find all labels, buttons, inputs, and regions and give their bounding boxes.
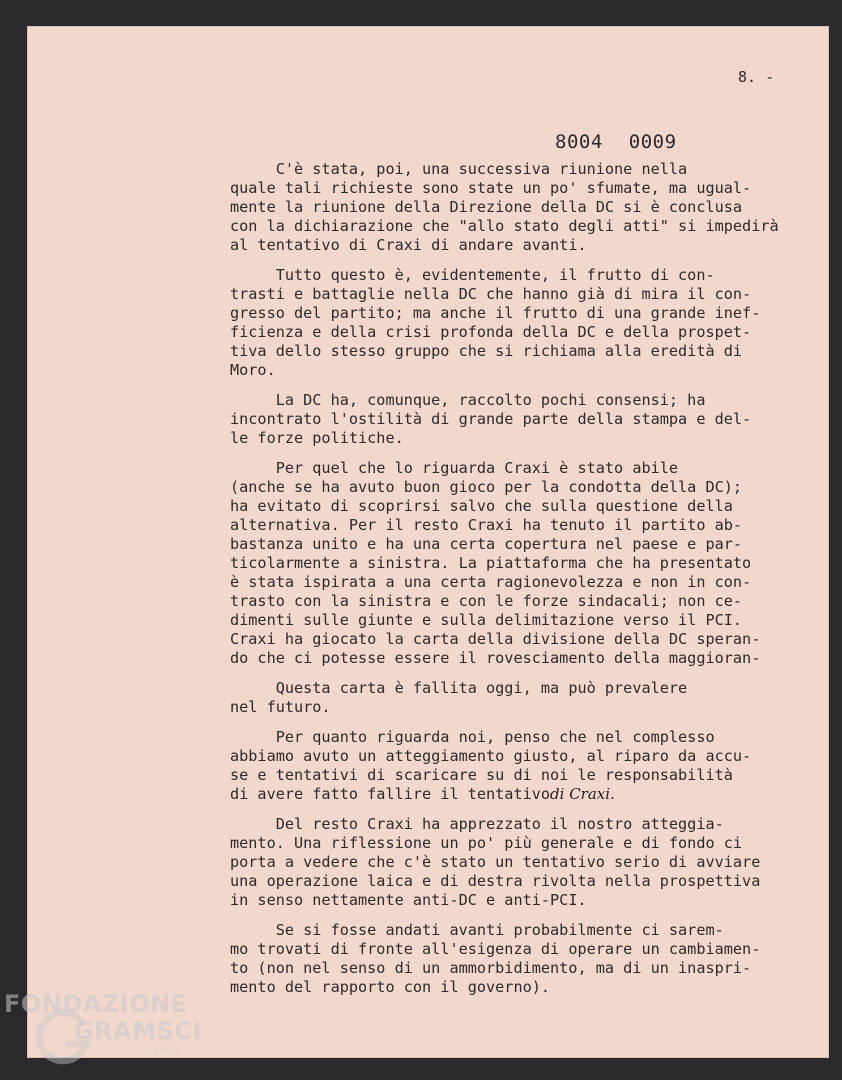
paragraph-4 — [230, 459, 820, 668]
text-line: di avere fatto fallire il tentativo — [230, 785, 551, 803]
text-line: Del resto Craxi ha apprezzato il nostro atteggia- — [230, 815, 724, 833]
document-body — [230, 160, 820, 1008]
text-line: quale tali richieste sono state un po' sfumate, ma ugual- — [230, 179, 752, 197]
text-line: con la dichiarazione che "allo stato degli atti" si impedirà — [230, 217, 779, 235]
text-line: ha evitato di scoprirsi salvo che sulla questione della — [230, 497, 733, 515]
text-line: (anche se ha avuto buon gioco per la condotta della DC); — [230, 478, 743, 496]
paragraph-2 — [230, 266, 820, 380]
text-line: to (non nel senso di un ammorbidimento, ma di un inaspri- — [230, 959, 752, 977]
text-line: se e tentativi di scaricare su di noi le responsabilità — [230, 766, 733, 784]
text-line: Craxi ha giocato la carta della divisione della DC speran- — [230, 630, 761, 648]
paragraph-7 — [230, 815, 820, 910]
archive-stamp — [555, 131, 703, 153]
text-line: alternativa. Per il resto Craxi ha tenuto il partito ab- — [230, 516, 743, 534]
text-line: Questa carta è fallita oggi, ma può prevalere — [230, 679, 688, 697]
text-line: una operazione laica e di destra rivolta nella prospettiva — [230, 872, 761, 890]
text-line: mento. Una riflessione un po' più generale e di fondo ci — [230, 834, 743, 852]
watermark-suffix: onlus — [154, 1046, 181, 1057]
text-line: trasto con la sinistra e con le forze sindacali; non ce- — [230, 592, 743, 610]
text-line: La DC ha, comunque, raccolto pochi consensi; ha — [230, 391, 706, 409]
watermark-line-1: FONDAZIONE — [4, 990, 188, 1018]
archive-code-part-2: 0009 — [628, 131, 677, 153]
text-line: in senso nettamente anti-DC e anti-PCI. — [230, 891, 587, 909]
text-line: le forze politiche. — [230, 429, 404, 447]
text-line-with-handwriting — [230, 785, 820, 804]
archive-code-part-1: 8004 — [555, 131, 603, 153]
text-line: dimenti sulle giunte e sulla delimitazione verso il PCI. — [230, 611, 743, 629]
handwritten-insert: di Craxi. — [550, 785, 615, 803]
text-line: tiva dello stesso gruppo che si richiama alla eredità di — [230, 342, 743, 360]
fondazione-gramsci-watermark — [4, 990, 214, 1070]
paragraph-5 — [230, 679, 820, 717]
text-line: è stata ispirata a una certa ragionevolezza e non in con- — [230, 573, 752, 591]
paragraph-1 — [230, 160, 820, 255]
text-line: al tentativo di Craxi di andare avanti. — [230, 236, 587, 254]
text-line: incontrato l'ostilità di grande parte della stampa e del- — [230, 410, 752, 428]
text-line: ficienza e della crisi profonda della DC e della prospet- — [230, 323, 752, 341]
watermark-line-2: GRAMSCI — [74, 1017, 202, 1045]
text-line: mento del rapporto con il governo). — [230, 978, 551, 996]
text-line: porta a vedere che c'è stato un tentativo serio di avviare — [230, 853, 761, 871]
text-line: gresso del partito; ma anche il frutto di una grande inef- — [230, 304, 761, 322]
text-line: Per quel che lo riguarda Craxi è stato abile — [230, 459, 679, 477]
text-line: Tutto questo è, evidentemente, il frutto di con- — [230, 266, 715, 284]
text-line: abbiamo avuto un atteggiamento giusto, al riparo da accu- — [230, 747, 752, 765]
text-line: Se si fosse andati avanti probabilmente ci sarem- — [230, 921, 724, 939]
text-line: C'è stata, poi, una successiva riunione nella — [230, 160, 688, 178]
text-line: Per quanto riguarda noi, penso che nel complesso — [230, 728, 715, 746]
paragraph-6 — [230, 728, 820, 804]
text-line: mo trovati di fronte all'esigenza di operare un cambiamen- — [230, 940, 761, 958]
text-line: nel futuro. — [230, 698, 331, 716]
page-number: 8. - — [738, 68, 775, 86]
paragraph-8 — [230, 921, 820, 997]
text-line: trasti e battaglie nella DC che hanno già di mira il con- — [230, 285, 752, 303]
text-line: bastanza unito e ha una certa copertura nel paese e par- — [230, 535, 743, 553]
text-line: ticolarmente a sinistra. La piattaforma che ha presentato — [230, 554, 752, 572]
text-line: Moro. — [230, 361, 276, 379]
paragraph-3 — [230, 391, 820, 448]
text-line: do che ci potesse essere il rovesciamento della maggioran- — [230, 649, 761, 667]
text-line: mente la riunione della Direzione della DC si è conclusa — [230, 198, 743, 216]
